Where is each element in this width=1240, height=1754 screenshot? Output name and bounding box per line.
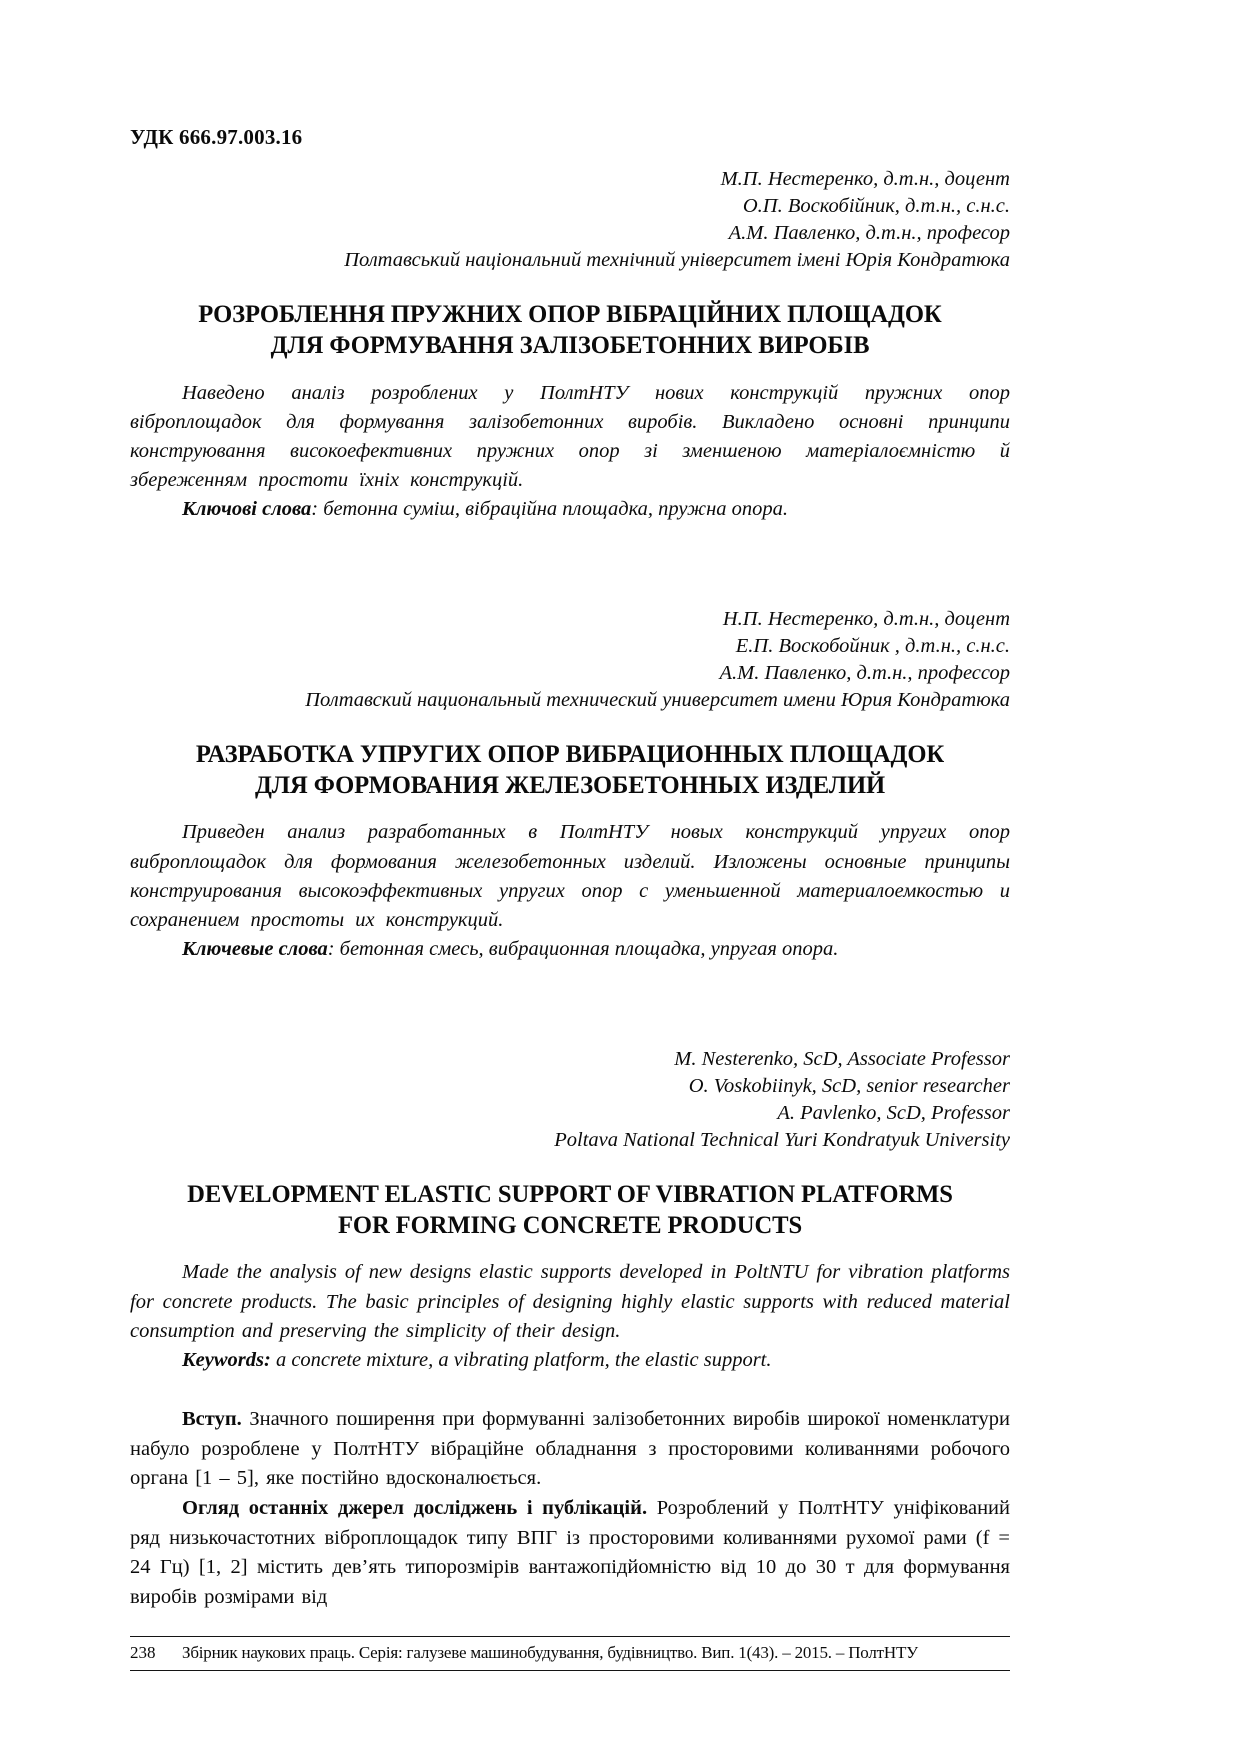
spacer [130, 576, 1010, 606]
footer-divider-bottom [130, 1670, 1010, 1671]
keywords-en [130, 1346, 1010, 1375]
author-line: М.П. Нестеренко, д.т.н., доцент [720, 168, 1010, 191]
author-line: M. Nesterenko, ScD, Associate Professor [674, 1048, 1010, 1070]
article-title-uk-line2: ДЛЯ ФОРМУВАННЯ ЗАЛІЗОБЕТОННИХ ВИРОБІВ [270, 330, 870, 360]
affiliation-en: Poltava National Technical Yuri Kondratyuk University [554, 1129, 1010, 1152]
affiliation-ru: Полтавский национальный технический университет имени Юрия Кондратюка [305, 689, 1010, 712]
page-footer [130, 1636, 1010, 1671]
keywords-ru [130, 935, 1010, 964]
article-title-ru-line1: РАЗРАБОТКА УПРУГИХ ОПОР ВИБРАЦИОННЫХ ПЛОЩАДОК [195, 739, 945, 769]
footer-row [130, 1642, 1010, 1664]
footer-journal-reference: Збірник наукових праць. Серія: галузеве машинобудування, будівництво. Вип. 1(43). – 2015. – ПолтНТУ [182, 1643, 918, 1662]
keywords-text-uk: : бетонна суміш, вібраційна площадка, пружна опора. [311, 497, 788, 520]
spacer [130, 524, 1010, 576]
author-line: А.М. Павленко, д.т.н., профессор [719, 662, 1010, 685]
spacer [130, 1375, 1010, 1405]
article-title-ru-line2: ДЛЯ ФОРМОВАНИЯ ЖЕЛЕЗОБЕТОННЫХ ИЗДЕЛИЙ [254, 770, 886, 800]
author-line: O. Voskobiinyk, ScD, senior researcher [688, 1075, 1010, 1098]
author-line: А.М. Павленко, д.т.н., професор [728, 222, 1010, 245]
affiliation-uk: Полтавський національний технічний університет імені Юрія Кондратюка [344, 249, 1010, 272]
title-block-en [130, 1178, 1010, 1240]
review-heading: Огляд останніх джерел досліджень і публікацій. [182, 1497, 648, 1519]
spacer [130, 157, 1010, 166]
abstract-en: Made the analysis of new designs elastic supports developed in PoltNTU for vibration platforms for concrete products. The basic principles of designing highly elastic supports with reduced material consumption and preserving the simplicity of their design. [130, 1261, 1010, 1342]
article-title-uk-line1: РОЗРОБЛЕННЯ ПРУЖНИХ ОПОР ВІБРАЦІЙНИХ ПЛОЩАДОК [198, 299, 942, 329]
body-paragraph-review [130, 1494, 1010, 1613]
body-paragraph-intro [130, 1405, 1010, 1494]
title-block-ru [130, 738, 1010, 800]
abstract-ru: Приведен анализ разработанных в ПолтНТУ новых конструкций упругих опор виброплощадок для формования железобетонных изделий. Изложены основные принципы конструирования высокоэффективных упругих опор с уменьшенной материалоемкостью и сохранением простоты их конструкций. [130, 821, 1010, 931]
article-title-en-line2: FOR FORMING CONCRETE PRODUCTS [337, 1210, 803, 1240]
keywords-text-en: a concrete mixture, a vibrating platform, the elastic support. [270, 1348, 772, 1371]
keywords-label-uk: Ключові слова [182, 497, 312, 520]
footer-page-number: 238 [130, 1643, 156, 1662]
keywords-label-en: Keywords: [182, 1348, 271, 1371]
review-text: Розроблений у ПолтНТУ уніфікований ряд низькочастотних віброплощадок типу ВПГ із просторовими коливаннями рухомої рами (f = 24 Гц) [1, 2] містить дев’ять типорозмірів вантажопідйомністю від 10 до 30 т для формування виробів розмірами від [130, 1497, 1010, 1609]
keywords-label-ru: Ключевые слова [182, 937, 328, 960]
author-line: Е.П. Воскобойник , д.т.н., с.н.с. [735, 635, 1010, 658]
page-content [130, 126, 1010, 1613]
intro-heading: Вступ. [182, 1407, 242, 1430]
intro-text: Значного поширення при формуванні залізобетонних виробів широкої номенклатури набуло розроблене у ПолтНТУ вібраційне обладнання з просторовими коливаннями робочого органа [1 – 5], яке постійно вдосконалюється. [130, 1407, 1010, 1490]
abstract-uk: Наведено аналіз розроблених у ПолтНТУ нових конструкцій пружних опор віброплощадок для формування залізобетонних виробів. Викладено основні принципи конструювання високоефективних пружних опор зі зменшеною матеріалоємністю й збереженням простоти їхніх конструкцій. [130, 381, 1010, 491]
spacer [130, 1016, 1010, 1046]
author-line: A. Pavlenko, ScD, Professor [777, 1102, 1010, 1125]
keywords-uk [130, 495, 1010, 524]
author-line: Н.П. Нестеренко, д.т.н., доцент [722, 608, 1010, 631]
author-line: О.П. Воскобійник, д.т.н., с.н.с. [742, 195, 1010, 218]
author-block-en [130, 1046, 1010, 1154]
title-block-uk [130, 298, 1010, 360]
author-block-ru [130, 606, 1010, 714]
footer-divider-top [130, 1636, 1010, 1637]
spacer [130, 964, 1010, 1016]
keywords-text-ru: : бетонная смесь, вибрационная площадка, упругая опора. [327, 937, 839, 960]
udk-code: УДК 666.97.003.16 [130, 125, 303, 149]
author-block-uk [130, 166, 1010, 274]
article-title-en-line1: DEVELOPMENT ELASTIC SUPPORT OF VIBRATION PLATFORMS [187, 1179, 953, 1209]
